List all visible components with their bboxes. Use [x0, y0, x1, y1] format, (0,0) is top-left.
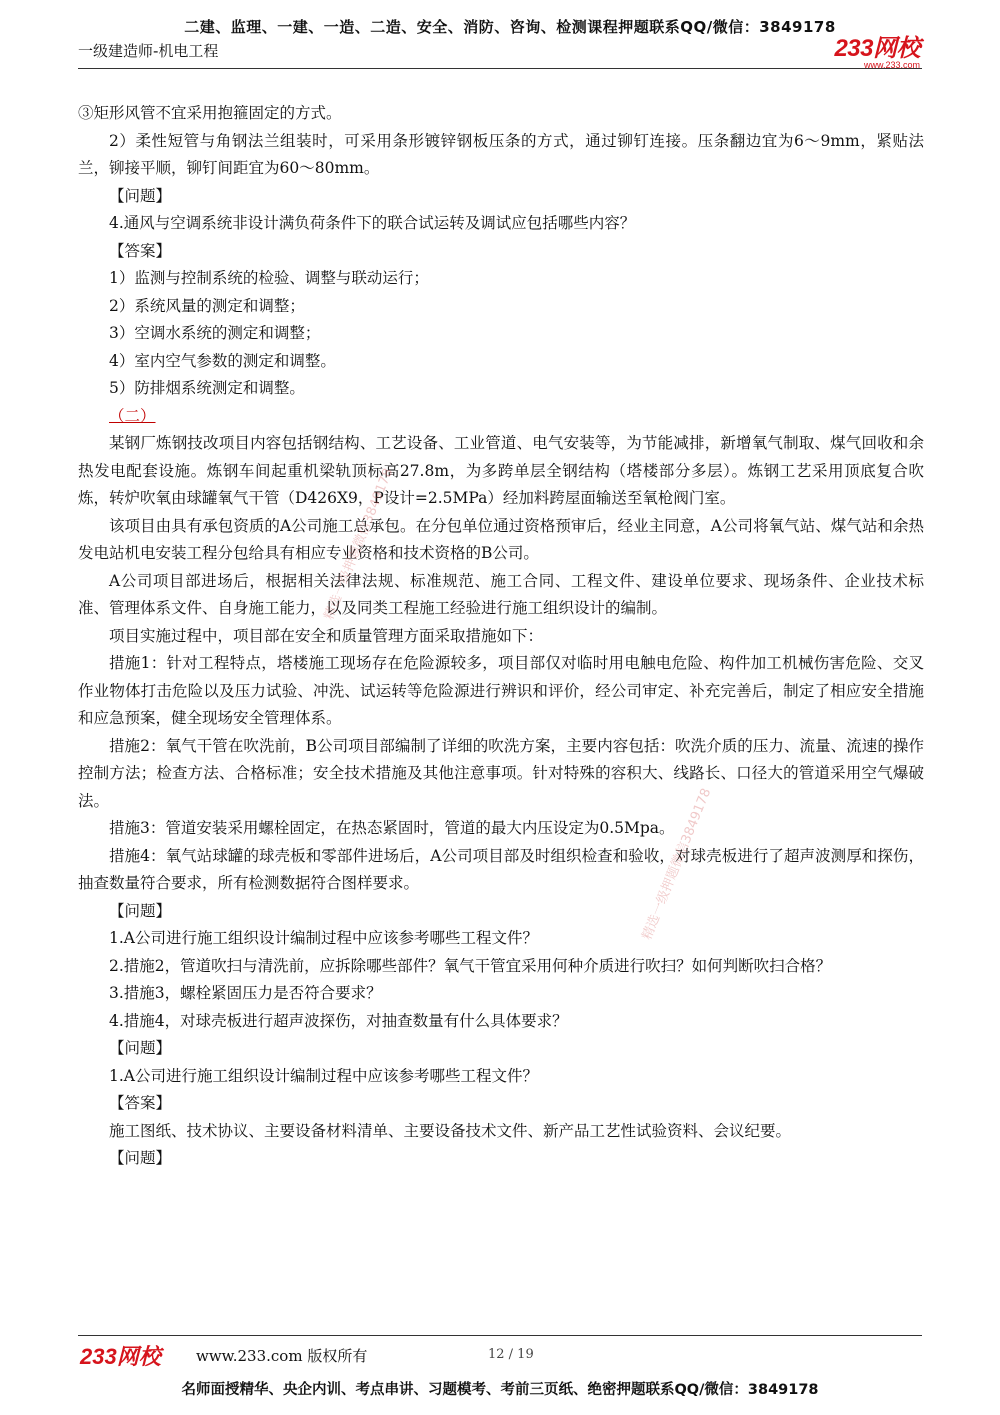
paragraph: 3）空调水系统的测定和调整； — [109, 324, 321, 342]
paragraph: 项目实施过程中，项目部在安全和质量管理方面采取措施如下： — [109, 626, 544, 645]
footer-copyright: www.233.com 版权所有 — [196, 1347, 368, 1365]
paragraph: 1.A公司进行施工组织设计编制过程中应该参考哪些工程文件？ — [109, 929, 538, 947]
case-heading: （二） — [109, 406, 156, 425]
paragraph: A公司项目部进场后，根据相关法律法规、标准规范、施工合同、工程文件、建设单位要求、现场条件、企业技术标准、管理体系文件、自身施工能力，以及同类工程施工经验进行施工组织设计的编制。 — [78, 571, 924, 617]
header-divider — [78, 68, 922, 69]
logo-text: 233网校 — [834, 35, 920, 62]
paragraph: 2.措施2，管道吹扫与清洗前，应拆除哪些部件？氧气干管宜采用何种介质进行吹扫？如何判断吹扫合格？ — [109, 956, 832, 975]
footer-logo: 233网校 — [80, 1344, 161, 1369]
paragraph: 某钢厂炼钢技改项目内容包括钢结构、工艺设备、工业管道、电气安装等，为节能减排，新增氧气制取、煤气回收和余热发电配套设施。炼钢车间起重机梁轨顶标高27.8m，为多跨单层全钢结构（塔楼部分多层）。炼钢工艺采用顶底复合吹炼，转炉吹氧由球罐氧气干管（D426X9，P设计=2.5MPa）经加料跨屋面输送至氧枪阀门室。 — [78, 434, 924, 507]
section-tag: 【答案】 — [109, 241, 172, 260]
paragraph: 该项目由具有承包资质的A公司施工总承包。在分包单位通过资格预审后，经业主同意，A公司将氧气站、煤气站和余热发电站机电安装工程分包给具有相应专业资格和技术资格的B公司。 — [78, 516, 924, 562]
section-tag: 【问题】 — [109, 901, 172, 920]
section-tag: 【答案】 — [109, 1094, 172, 1112]
paragraph: 5）防排烟系统测定和调整。 — [109, 379, 305, 397]
section-tag: 【问题】 — [109, 186, 172, 205]
logo-url: www.233.com — [863, 60, 920, 70]
paragraph: 措施1：针对工程特点，塔楼施工现场存在危险源较多，项目部仅对临时用电触电危险、构件加工机械伤害危险、交叉作业物体打击危险以及压力试验、冲洗、试运转等危险源进行辨识和评价，经公司审定、补充完善后，制定了相应安全措施和应急预案，健全现场安全管理体系。 — [78, 654, 924, 727]
top-contact-banner: 二建、监理、一建、一造、二造、安全、消防、咨询、检测课程押题联系QQ/微信：3849178 — [184, 18, 836, 36]
paragraph: 2）柔性短管与角钢法兰组装时，可采用条形镀锌钢板压条的方式，通过铆钉连接。压条翻边宜为6～9mm，紧贴法兰，铆接平顺，铆钉间距宜为60～80mm。 — [78, 131, 924, 177]
bottom-contact-banner: 名师面授精华、央企内训、考点串讲、习题模考、考前三页纸、绝密押题联系QQ/微信：3849178 — [181, 1382, 819, 1398]
paragraph: 施工图纸、技术协议、主要设备材料清单、主要设备技术文件、新产品工艺性试验资料、会议纪要。 — [109, 1121, 792, 1140]
paragraph: 1）监测与控制系统的检验、调整与联动运行； — [109, 269, 429, 287]
paragraph: 1.A公司进行施工组织设计编制过程中应该参考哪些工程文件？ — [109, 1066, 538, 1085]
brand-logo — [834, 28, 920, 70]
paragraph: 措施4：氧气站球罐的球壳板和零部件进场后，A公司项目部及时组织检查和验收，对球壳板进行了超声波测厚和探伤，抽查数量符合要求，所有检测数据符合图样要求。 — [78, 846, 924, 892]
paragraph: 2）系统风量的测定和调整； — [109, 296, 305, 315]
footer-divider — [78, 1335, 922, 1336]
section-tag: 【问题】 — [109, 1039, 172, 1057]
document-subject: 一级建造师-机电工程 — [78, 42, 219, 60]
page-number: 12 / 19 — [488, 1347, 534, 1362]
paragraph: 3.措施3，螺栓紧固压力是否符合要求？ — [109, 984, 382, 1002]
section-tag: 【问题】 — [109, 1149, 172, 1167]
paragraph: ③矩形风管不宜采用抱箍固定的方式。 — [78, 104, 342, 122]
paragraph: 措施2：氧气干管在吹洗前，B公司项目部编制了详细的吹洗方案，主要内容包括：吹洗介质的压力、流量、流速的操作控制方法；检查方法、合格标准；安全技术措施及其他注意事项。针对特殊的容积大、线路长、口径大的管道采用空气爆破法。 — [78, 736, 924, 810]
watermark: 精选一级押题微信3849178 — [321, 466, 397, 623]
watermark: 精选一级押题微信3849178 — [639, 786, 715, 943]
document-body — [78, 100, 924, 1173]
paragraph: 4）室内空气参数的测定和调整。 — [109, 351, 336, 370]
paragraph: 4.通风与空调系统非设计满负荷条件下的联合试运转及调试应包括哪些内容？ — [109, 214, 636, 232]
paragraph: 4.措施4，对球壳板进行超声波探伤，对抽查数量有什么具体要求？ — [109, 1011, 568, 1030]
paragraph: 措施3：管道安装采用螺栓固定，在热态紧固时，管道的最大内压设定为0.5Mpa。 — [109, 819, 675, 837]
